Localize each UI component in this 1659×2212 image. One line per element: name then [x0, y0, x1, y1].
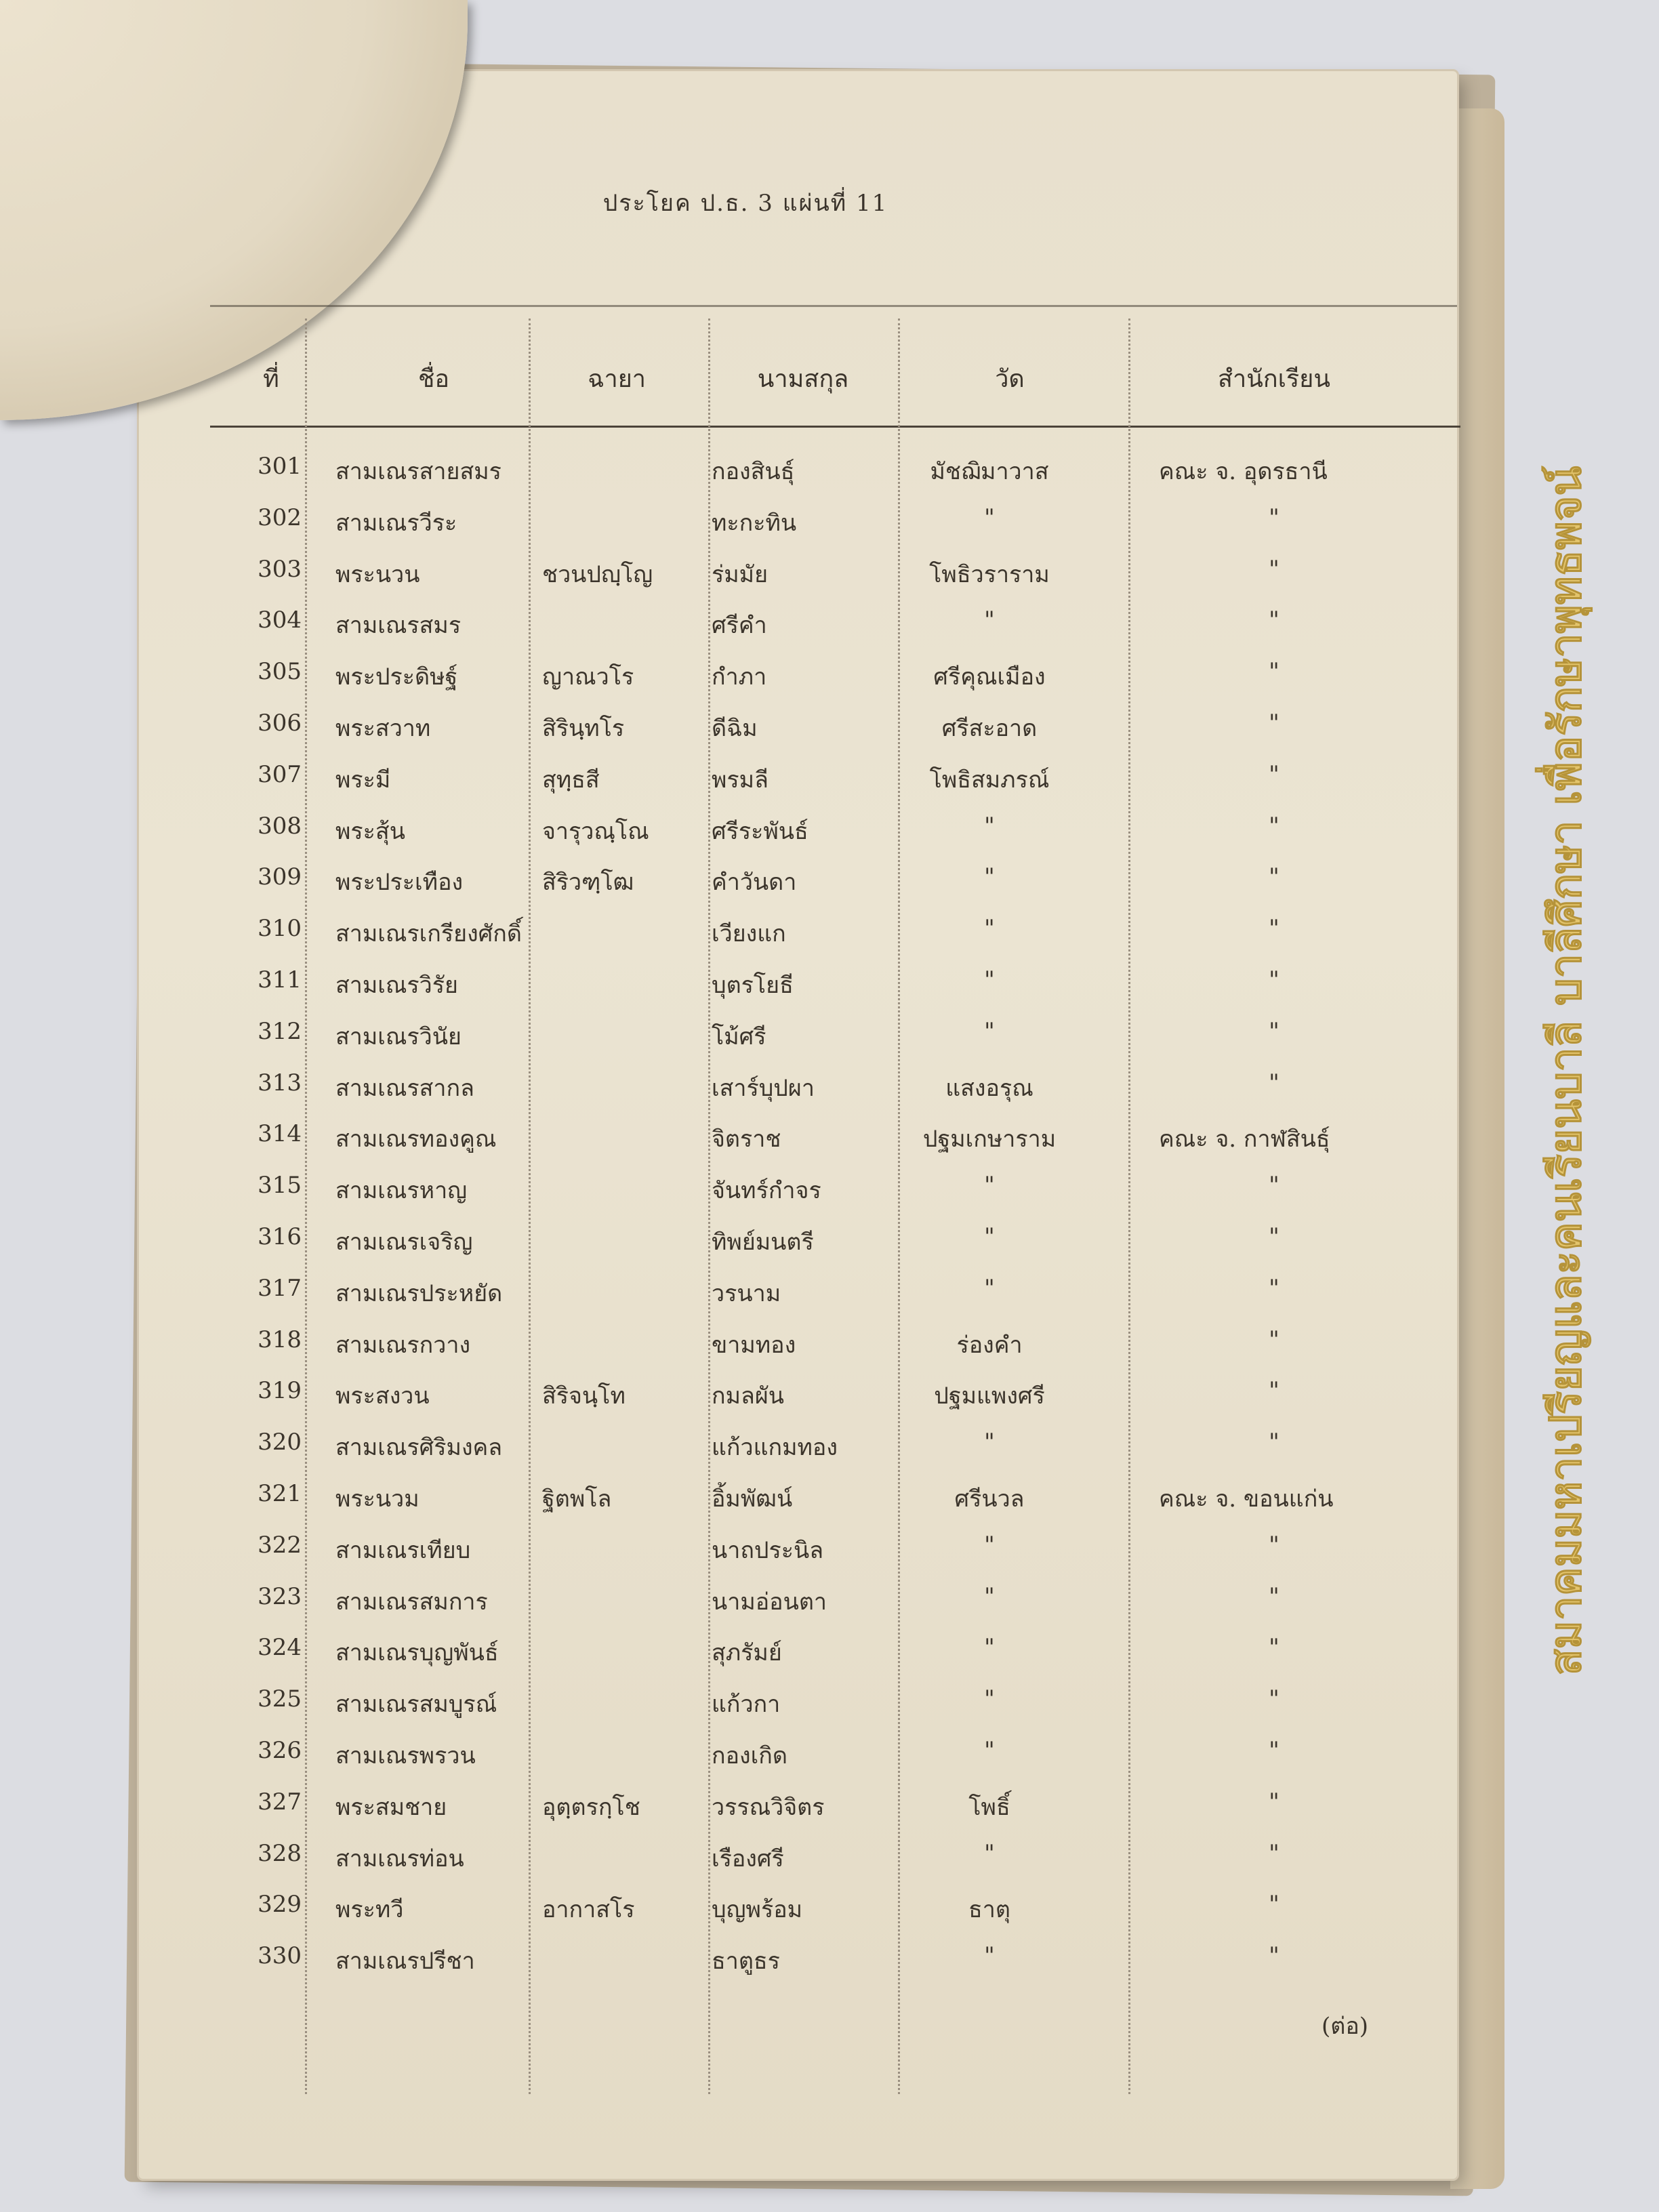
cell-school: " — [1269, 710, 1279, 737]
cell-wat: ปฐมแพงศรี — [934, 1382, 1045, 1410]
table-row — [0, 1532, 1659, 1576]
cell-name: พระสวาท — [335, 715, 431, 742]
cell-school: " — [1269, 658, 1279, 686]
cell-no: 310 — [258, 915, 302, 943]
cell-school: " — [1269, 1942, 1279, 1970]
cell-name: พระประเทือง — [335, 869, 464, 897]
cell-school: " — [1269, 1531, 1279, 1559]
cell-surname: กำภา — [712, 663, 767, 691]
cell-no: 312 — [258, 1017, 302, 1045]
header-wat: วัด — [995, 365, 1025, 393]
cell-wat: มัชฌิมาวาส — [930, 458, 1049, 485]
cell-school: " — [1269, 1223, 1279, 1250]
cell-surname: เวียงแก — [712, 920, 786, 948]
cell-name: พระสุ้น — [335, 817, 405, 845]
document-title: ประโยค ป.ธ. 3 แผ่นที่ 11 — [602, 190, 888, 217]
cell-wat: แสงอรุณ — [945, 1074, 1033, 1102]
cell-alias: สิรินฺทโร — [542, 715, 625, 742]
cell-name: สามเณรสมการ — [335, 1588, 488, 1616]
cell-name: สามเณรสมบูรณ์ — [335, 1691, 497, 1719]
cell-alias: สิริวฑฺโฒ — [542, 869, 634, 897]
cell-surname: บุตรโยธี — [712, 972, 794, 999]
cell-wat: " — [984, 812, 995, 840]
cell-wat: " — [984, 1839, 995, 1867]
table-row — [0, 1377, 1659, 1422]
cell-surname: กองสินธุ์ — [712, 458, 795, 485]
cell-name: สามเณรศิริมงคล — [335, 1434, 503, 1462]
cell-name: พระสมชาย — [335, 1793, 447, 1821]
cell-school: " — [1269, 1582, 1279, 1610]
cell-name: สามเณรสายสมร — [335, 458, 501, 485]
cell-surname: ร่มมัย — [712, 560, 769, 588]
cell-school: คณะ จ. กาฬสินธุ์ — [1159, 1126, 1330, 1153]
cell-wat: " — [984, 915, 995, 943]
cell-school: " — [1269, 1839, 1279, 1867]
cell-wat: ศรีนวล — [954, 1486, 1025, 1513]
table-row — [0, 863, 1659, 908]
cell-surname: นาถประนิล — [712, 1536, 824, 1564]
cell-school: " — [1269, 1274, 1279, 1302]
cell-surname: จันทร์กำจร — [712, 1177, 821, 1205]
table-row — [0, 556, 1659, 600]
cell-name: สามเณรเจริญ — [335, 1229, 473, 1256]
cell-name: สามเณรปรีชา — [335, 1948, 475, 1975]
cell-name: สามเณรวิรัย — [335, 972, 458, 999]
cell-wat: โพธิวราราม — [929, 560, 1050, 588]
table-row — [0, 607, 1659, 651]
table-row — [0, 1634, 1659, 1679]
cell-no: 313 — [258, 1069, 302, 1097]
cell-school: " — [1269, 1788, 1279, 1816]
cell-wat: โพธิ์ — [968, 1793, 1010, 1821]
cell-no: 327 — [258, 1788, 302, 1816]
cell-wat: ร่องคำ — [956, 1331, 1023, 1359]
cell-name: สามเณรสากล — [335, 1074, 474, 1102]
cell-no: 317 — [258, 1274, 302, 1302]
table-row — [0, 1069, 1659, 1114]
cell-school: " — [1269, 1429, 1279, 1456]
cell-wat: " — [984, 1274, 995, 1302]
cell-no: 311 — [258, 966, 302, 994]
table-row — [0, 813, 1659, 857]
cell-name: สามเณรวินัย — [335, 1023, 462, 1050]
cell-surname: ธาตูธร — [712, 1948, 780, 1975]
table-row — [0, 1120, 1659, 1165]
cell-no: 320 — [258, 1429, 302, 1456]
cell-wat: " — [984, 1223, 995, 1250]
table-row — [0, 1788, 1659, 1833]
cell-name: พระนวม — [335, 1486, 419, 1513]
cell-no: 307 — [258, 760, 302, 788]
header-school: สำนักเรียน — [1218, 365, 1330, 393]
cell-wat: " — [984, 966, 995, 994]
cell-name: พระนวน — [335, 560, 420, 588]
cell-no: 323 — [258, 1582, 302, 1610]
cell-surname: เสาร์บุปผา — [712, 1074, 815, 1102]
cell-wat: โพธิสมภรณ์ — [929, 766, 1050, 794]
cell-surname: ดีฉิม — [712, 715, 758, 742]
cell-wat: " — [984, 607, 995, 634]
cell-school: คณะ จ. อุดรธานี — [1159, 458, 1328, 485]
cell-wat: " — [984, 1685, 995, 1713]
cell-wat: " — [984, 504, 995, 531]
cell-name: สามเณรทองคูณ — [335, 1126, 497, 1153]
cell-name: สามเณรพรวน — [335, 1742, 476, 1769]
cell-no: 301 — [258, 453, 302, 480]
cell-surname: วรรณวิจิตร — [712, 1793, 825, 1821]
cell-wat: " — [984, 1634, 995, 1662]
cell-surname: อิ้มพัฒน์ — [712, 1486, 793, 1513]
cell-school: " — [1269, 607, 1279, 634]
cell-school: " — [1269, 1685, 1279, 1713]
cell-name: พระมี — [335, 766, 391, 794]
cell-wat: " — [984, 1017, 995, 1045]
cell-wat: " — [984, 1737, 995, 1764]
cell-name: พระทวี — [335, 1896, 404, 1924]
cell-school: " — [1269, 812, 1279, 840]
cell-no: 325 — [258, 1685, 302, 1713]
watermark-text: สมาคมมหาเปรียญและคนเรียนบาลี บาลีศึกษา เพื่อรักษาพุทธพจน์ — [1541, 466, 1591, 1676]
table-row — [0, 1737, 1659, 1782]
cell-alias: อุตฺตรกฺโช — [542, 1793, 640, 1821]
cell-school: " — [1269, 966, 1279, 994]
table-row — [0, 1429, 1659, 1473]
cell-no: 318 — [258, 1326, 302, 1353]
table-row — [0, 1942, 1659, 1987]
cell-no: 309 — [258, 863, 302, 891]
cell-surname: แก้วกา — [712, 1691, 781, 1719]
cell-wat: " — [984, 1942, 995, 1970]
table-row — [0, 1891, 1659, 1936]
cell-surname: โม้ศรี — [712, 1023, 766, 1050]
cell-alias: จารุวณฺโณ — [542, 817, 649, 845]
table-row — [0, 658, 1659, 703]
cell-no: 319 — [258, 1377, 302, 1405]
cell-school: " — [1269, 1737, 1279, 1764]
continued-note: (ต่อ) — [1322, 2013, 1369, 2040]
cell-wat: " — [984, 1429, 995, 1456]
cell-school: " — [1269, 1891, 1279, 1919]
cell-no: 322 — [258, 1531, 302, 1559]
cell-school: " — [1269, 1069, 1279, 1097]
cell-surname: ทะกะทิน — [712, 509, 797, 537]
cell-surname: สุภรัมย์ — [712, 1639, 782, 1667]
cell-surname: ศรีระพันธ์ — [712, 817, 808, 845]
table-row — [0, 761, 1659, 806]
table-row — [0, 1172, 1659, 1216]
cell-surname: จิตราช — [712, 1126, 781, 1153]
table-row — [0, 1223, 1659, 1268]
cell-alias: ชวนปญฺโญ — [542, 560, 653, 588]
cell-alias: ญาณวโร — [542, 663, 634, 691]
cell-school: " — [1269, 1017, 1279, 1045]
cell-school: " — [1269, 915, 1279, 943]
cell-school: " — [1269, 504, 1279, 531]
cell-no: 304 — [258, 607, 302, 634]
cell-name: สามเณรหาญ — [335, 1177, 468, 1205]
table-row — [0, 1840, 1659, 1885]
table-row — [0, 1326, 1659, 1371]
cell-no: 314 — [258, 1120, 302, 1148]
cell-name: สามเณรประหยัด — [335, 1279, 503, 1307]
cell-no: 326 — [258, 1737, 302, 1764]
cell-no: 316 — [258, 1223, 302, 1250]
table-row — [0, 710, 1659, 754]
cell-wat: " — [984, 863, 995, 891]
cell-name: สามเณรกวาง — [335, 1331, 471, 1359]
cell-no: 324 — [258, 1634, 302, 1662]
header-alias: ฉายา — [587, 365, 647, 393]
cell-name: สามเณรวีระ — [335, 509, 457, 537]
cell-alias: ฐิตพโล — [542, 1486, 612, 1513]
table-row — [0, 1275, 1659, 1319]
cell-name: พระสงวน — [335, 1382, 430, 1410]
cell-school: " — [1269, 760, 1279, 788]
header-surname: นามสกุล — [757, 365, 849, 393]
cell-no: 328 — [258, 1839, 302, 1867]
cell-wat: ปฐมเกษาราม — [922, 1126, 1057, 1153]
cell-surname: คำวันดา — [712, 869, 797, 897]
table-row — [0, 453, 1659, 497]
table-row — [0, 1480, 1659, 1525]
cell-surname: ทิพย์มนตรี — [712, 1229, 814, 1256]
cell-no: 308 — [258, 812, 302, 840]
table-row — [0, 504, 1659, 549]
cell-school: " — [1269, 1377, 1279, 1405]
cell-no: 302 — [258, 504, 302, 531]
cell-no: 330 — [258, 1942, 302, 1970]
cell-name: สามเณรเทียบ — [335, 1536, 471, 1564]
cell-surname: เรืองศรี — [712, 1845, 784, 1872]
cell-no: 305 — [258, 658, 302, 686]
cell-school: " — [1269, 1634, 1279, 1662]
cell-school: " — [1269, 1326, 1279, 1353]
cell-name: สามเณรบุญพันธ์ — [335, 1639, 499, 1667]
watermark — [1518, 447, 1613, 1694]
cell-wat: ศรีคุณเมือง — [933, 663, 1046, 691]
cell-school: คณะ จ. ขอนแก่น — [1159, 1486, 1334, 1513]
cell-school: " — [1269, 1172, 1279, 1200]
table-row — [0, 1018, 1659, 1063]
cell-wat: " — [984, 1531, 995, 1559]
cell-surname: นามอ่อนตา — [712, 1588, 827, 1616]
table-row — [0, 1685, 1659, 1730]
cell-surname: กองเกิด — [712, 1742, 787, 1769]
cell-surname: ศรีคำ — [712, 612, 767, 640]
cell-surname: บุญพร้อม — [712, 1896, 803, 1924]
cell-school: " — [1269, 555, 1279, 583]
cell-wat: ศรีสะอาด — [941, 715, 1038, 742]
cell-no: 306 — [258, 710, 302, 737]
cell-alias: สุทฺธสี — [542, 766, 600, 794]
cell-alias: อากาสโร — [542, 1896, 635, 1924]
cell-no: 315 — [258, 1172, 302, 1200]
cell-no: 321 — [258, 1480, 302, 1507]
cell-name: สามเณรเกรียงศักดิ์ — [335, 920, 522, 948]
cell-surname: วรนาม — [712, 1279, 781, 1307]
header-no: ที่ — [263, 365, 279, 393]
cell-surname: กมลผัน — [712, 1382, 784, 1410]
header-name: ชื่อ — [417, 365, 450, 393]
cell-wat: " — [984, 1582, 995, 1610]
cell-name: สามเณรท่อน — [335, 1845, 464, 1872]
table-row — [0, 915, 1659, 960]
cell-no: 329 — [258, 1891, 302, 1919]
table-row — [0, 1583, 1659, 1628]
cell-surname: พรมลี — [712, 766, 769, 794]
cell-surname: ขามทอง — [712, 1331, 796, 1359]
cell-school: " — [1269, 863, 1279, 891]
cell-name: พระประดิษฐ์ — [335, 663, 458, 691]
table-row — [0, 966, 1659, 1011]
cell-alias: สิริจนฺโท — [542, 1382, 626, 1410]
cell-surname: แก้วแกมทอง — [712, 1434, 838, 1462]
cell-wat: ธาตุ — [968, 1896, 1010, 1924]
cell-wat: " — [984, 1172, 995, 1200]
cell-name: สามเณรสมร — [335, 612, 462, 640]
cell-no: 303 — [258, 555, 302, 583]
